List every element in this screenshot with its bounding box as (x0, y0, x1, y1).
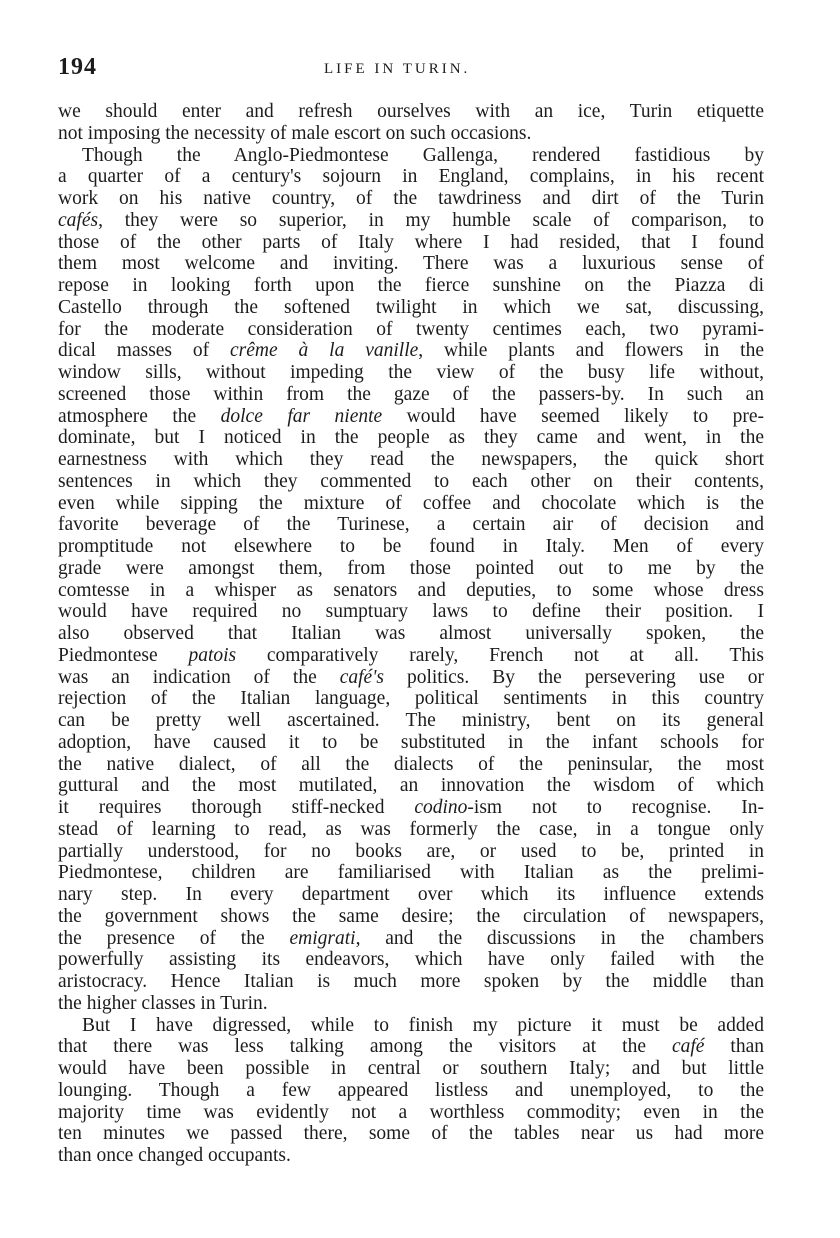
text-line: the government shows the same desire; the circulation of newspapers, (58, 905, 764, 927)
text-line: the higher classes in Turin. (58, 992, 268, 1014)
text-line: comtesse in a whisper as senators and deputies, to some whose dress (58, 579, 764, 601)
text-line: Piedmontese patois comparatively rarely, French not at all. This (58, 644, 764, 666)
text-line: powerfully assisting its endeavors, which have only failed with the (58, 949, 764, 971)
text-line: window sills, without impeding the view of the busy life without, (58, 362, 764, 383)
text-line: we should enter and refresh ourselves with an ice, Turin etiquette (58, 101, 764, 122)
text-line: Castello through the softened twilight in which we sat, discussing, (58, 296, 764, 318)
text-line: stead of learning to read, as was formerly the case, in a tongue only (58, 818, 764, 840)
running-title: LIFE IN TURIN. (324, 61, 471, 77)
text-line: also observed that Italian was almost universally spoken, the (58, 623, 764, 644)
text-line: even while sipping the mixture of coffee and chocolate which is the (58, 492, 764, 514)
text-line: sentences in which they commented to each other on their contents, (58, 470, 764, 492)
text-line: lounging. Though a few appeared listless and unemployed, to the (58, 1079, 764, 1101)
text-line: can be pretty well ascertained. The ministry, bent on its general (58, 710, 764, 731)
text-line: aristocracy. Hence Italian is much more spoken by the middle than (58, 971, 764, 992)
text-line: it requires thorough stiff-necked codino-ism not to recognise. In- (58, 797, 764, 818)
text-line: promptitude not elsewhere to be found in Italy. Men of every (58, 536, 764, 557)
text-line: that there was less talking among the visitors at the café than (58, 1036, 764, 1058)
text-line: those of the other parts of Italy where I had resided, that I found (58, 231, 764, 253)
text-line: for the moderate consideration of twenty centimes each, two pyrami- (58, 318, 764, 340)
page-number: 194 (58, 54, 97, 80)
text-line: than once changed occupants. (58, 1145, 291, 1166)
text-line: But I have digressed, while to finish my picture it must be added (82, 1014, 764, 1036)
text-line: work on his native country, of the tawdriness and dirt of the Turin (58, 188, 764, 209)
text-line: majority time was evidently not a worthless commodity; even in the (58, 1101, 764, 1123)
text-line: was an indication of the café's politics. By the persevering use or (58, 666, 764, 688)
text-line: dical masses of crême à la vanille, while plants and flowers in the (58, 340, 764, 362)
text-line: rejection of the Italian language, political sentiments in this country (58, 688, 764, 710)
text-line: ten minutes we passed there, some of the tables near us had more (58, 1123, 764, 1145)
text-line: screened those within from the gaze of the passers-by. In such an (58, 383, 764, 405)
text-line: adoption, have caused it to be substituted in the infant schools for (58, 731, 764, 753)
text-line: dominate, but I noticed in the people as they came and went, in the (58, 427, 764, 449)
body-text (58, 101, 764, 1167)
text-line: cafés, they were so superior, in my humble scale of comparison, to (58, 209, 764, 231)
page-header (58, 54, 764, 84)
text-line: would have been possible in central or southern Italy; and but little (58, 1058, 764, 1079)
text-line: a quarter of a century's sojourn in England, complains, in his recent (58, 166, 764, 188)
text-line: nary step. In every department over which its influence extends (58, 884, 764, 905)
text-line: not imposing the necessity of male escort on such occasions. (58, 122, 532, 144)
text-line: grade were amongst them, from those pointed out to me by the (58, 557, 764, 579)
text-line: Piedmontese, children are familiarised with Italian as the prelimi- (58, 862, 764, 884)
text-line: the native dialect, of all the dialects of the peninsular, the most (58, 753, 764, 775)
text-line: partially understood, for no books are, or used to be, printed in (58, 840, 764, 862)
paragraph (58, 1015, 764, 1167)
text-line: guttural and the most mutilated, an innovation the wisdom of which (58, 775, 764, 797)
text-line: the presence of the emigrati, and the discussions in the chambers (58, 927, 765, 949)
paragraph (58, 101, 764, 145)
text-line: earnestness with which they read the newspapers, the quick short (58, 449, 764, 470)
text-line: them most welcome and inviting. There was a luxurious sense of (58, 253, 764, 275)
text-line: atmosphere the dolce far niente would have seemed likely to pre- (58, 405, 764, 427)
text-line: favorite beverage of the Turinese, a certain air of decision and (58, 514, 764, 536)
text-line: Though the Anglo-Piedmontese Gallenga, rendered fastidious by (82, 144, 764, 166)
text-line: repose in looking forth upon the fierce sunshine on the Piazza di (58, 275, 764, 296)
text-line: would have required no sumptuary laws to define their position. I (58, 601, 764, 623)
paragraph (58, 145, 764, 1015)
